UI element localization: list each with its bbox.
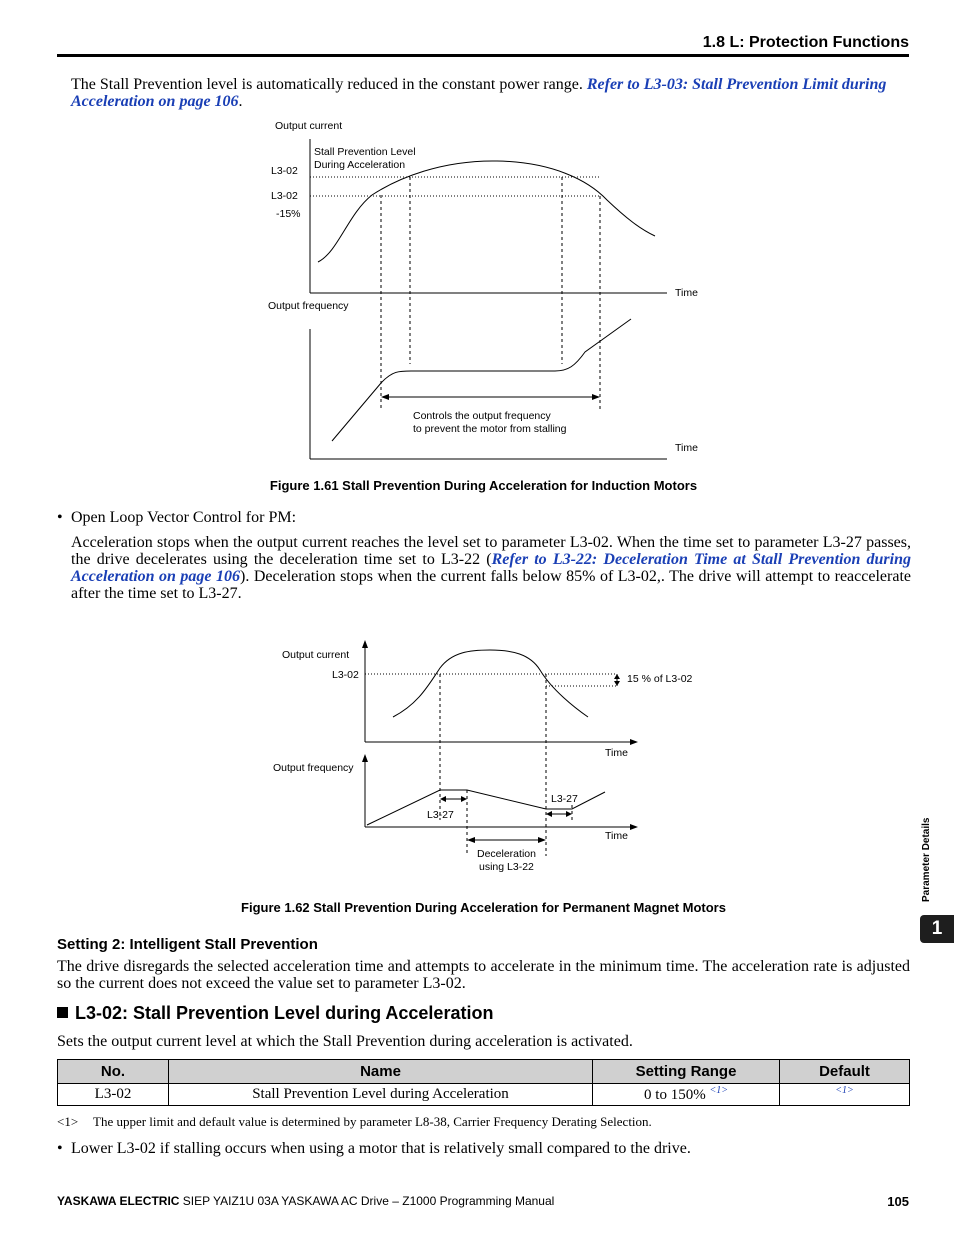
fig62-output-frequency-label: Output frequency <box>273 762 354 774</box>
figure-1-62-diagram <box>0 620 954 880</box>
setting2-title: Setting 2: Intelligent Stall Prevention <box>57 936 318 953</box>
olv-pm-text-2: ). Deceleration stops when the current falls below 85% of L3-02,. The drive will attempt to reaccelerate after the time set to L3-27. <box>71 568 911 602</box>
lower-l302-bullet <box>57 1140 691 1157</box>
range-footnote-link[interactable]: <1> <box>709 1085 728 1096</box>
col-header-default: Default <box>780 1060 910 1084</box>
fig61-level-label-2: During Acceleration <box>314 159 406 171</box>
olv-pm-bullet-text: Open Loop Vector Control for PM: <box>71 509 297 526</box>
fig61-time-label-bottom: Time <box>675 442 698 454</box>
olv-pm-reference-link[interactable]: Refer to L3-22: Deceleration Time at Stall Prevention during Acceleration on page 106 <box>71 551 911 585</box>
cell-default <box>780 1084 910 1106</box>
fig62-decel-label-2: using L3-22 <box>479 861 534 873</box>
fig62-l302-label: L3-02 <box>332 669 359 681</box>
param-heading <box>57 1003 493 1024</box>
param-heading-text: L3-02: Stall Prevention Level during Acceleration <box>75 1003 494 1023</box>
footer-brand: YASKAWA ELECTRIC <box>57 1194 180 1208</box>
param-description: Sets the output current level at which the Stall Prevention during acceleration is activated. <box>57 1033 633 1050</box>
output-current-curve <box>318 161 655 262</box>
chapter-tab[interactable]: 1 <box>920 915 954 943</box>
default-footnote-link[interactable]: <1> <box>835 1085 854 1096</box>
fig61-controls-label-1: Controls the output frequency <box>413 410 551 422</box>
fig62-current-curve <box>393 650 588 717</box>
fig61-time-label-top: Time <box>675 287 698 299</box>
col-header-range: Setting Range <box>593 1060 780 1084</box>
footnote-text: The upper limit and default value is determined by parameter L8-38, Carrier Frequency Derating Selection. <box>93 1114 652 1129</box>
cell-name: Stall Prevention Level during Acceleration <box>169 1084 593 1106</box>
intro-end: . <box>238 93 243 110</box>
intro-text: The Stall Prevention level is automatically reduced in the constant power range. <box>71 76 587 93</box>
side-section-label <box>921 802 935 902</box>
fig62-time-label-bottom: Time <box>605 830 628 842</box>
olv-pm-bullet <box>57 509 296 526</box>
fig62-l327-right-label: L3-27 <box>551 793 578 805</box>
fig62-pct-label: 15 % of L3-02 <box>627 673 693 685</box>
fig62-output-current-label: Output current <box>282 649 350 661</box>
figure-1-62-caption: Figure 1.62 Stall Prevention During Acceleration for Permanent Magnet Motors <box>241 900 726 915</box>
fig61-output-frequency-label: Output frequency <box>268 300 349 312</box>
olv-pm-text-1: Acceleration stops when the output current reaches the level set to parameter L3-02. When the time set to parameter L3-27 passes, the drive decelerates using the deceleration time set to L3-22 ( <box>71 534 911 568</box>
col-header-name: Name <box>169 1060 593 1084</box>
page-number: 105 <box>887 1194 909 1209</box>
fig61-output-current-label: Output current <box>275 120 343 132</box>
table-row <box>58 1084 910 1106</box>
col-header-no: No. <box>58 1060 169 1084</box>
fig61-level-label-1: Stall Prevention Level <box>314 146 416 158</box>
bullet-glyph: • <box>57 509 63 526</box>
bullet-glyph: • <box>57 1140 63 1157</box>
fig61-minus15-label: -15% <box>276 208 301 220</box>
fig61-l302-minus-label: L3-02 <box>271 190 298 202</box>
cell-range-text: 0 to 150% <box>644 1087 710 1103</box>
setting2-paragraph: The drive disregards the selected acceleration time and attempts to accelerate in the minimum time. The acceleration rate is adjusted so the current does not exceed the value set to parameter L3-02. <box>57 958 910 992</box>
heading-square-icon <box>57 1007 68 1018</box>
side-section-label-text: Parameter Details <box>921 817 932 902</box>
footnote <box>57 1114 652 1130</box>
lower-l302-bullet-text: Lower L3-02 if stalling occurs when using a motor that is relatively small compared to the drive. <box>71 1140 691 1157</box>
cell-no: L3-02 <box>58 1084 169 1106</box>
fig61-l302-label: L3-02 <box>271 165 298 177</box>
intro-reference-link[interactable]: Refer to L3-03: Stall Prevention Limit during Acceleration on page 106 <box>71 76 887 110</box>
footnote-number: <1> <box>57 1114 79 1129</box>
fig61-controls-label-2: to prevent the motor from stalling <box>413 423 567 435</box>
figure-1-61-caption: Figure 1.61 Stall Prevention During Acceleration for Induction Motors <box>269 478 698 493</box>
fig62-time-label-top: Time <box>605 747 628 759</box>
fig62-decel-label-1: Deceleration <box>477 848 536 860</box>
fig62-l327-left-label: L3-27 <box>427 809 454 821</box>
page-section-title: 1.8 L: Protection Functions <box>702 34 909 51</box>
cell-range <box>593 1084 780 1106</box>
table-header-row <box>58 1060 910 1084</box>
parameter-table <box>57 1059 910 1106</box>
footer-doc-info <box>57 1194 554 1208</box>
figure-1-61-diagram <box>0 0 954 500</box>
footer-doc-title: SIEP YAIZ1U 03A YASKAWA AC Drive – Z1000 Programming Manual <box>179 1194 555 1208</box>
olv-pm-paragraph <box>71 534 911 602</box>
